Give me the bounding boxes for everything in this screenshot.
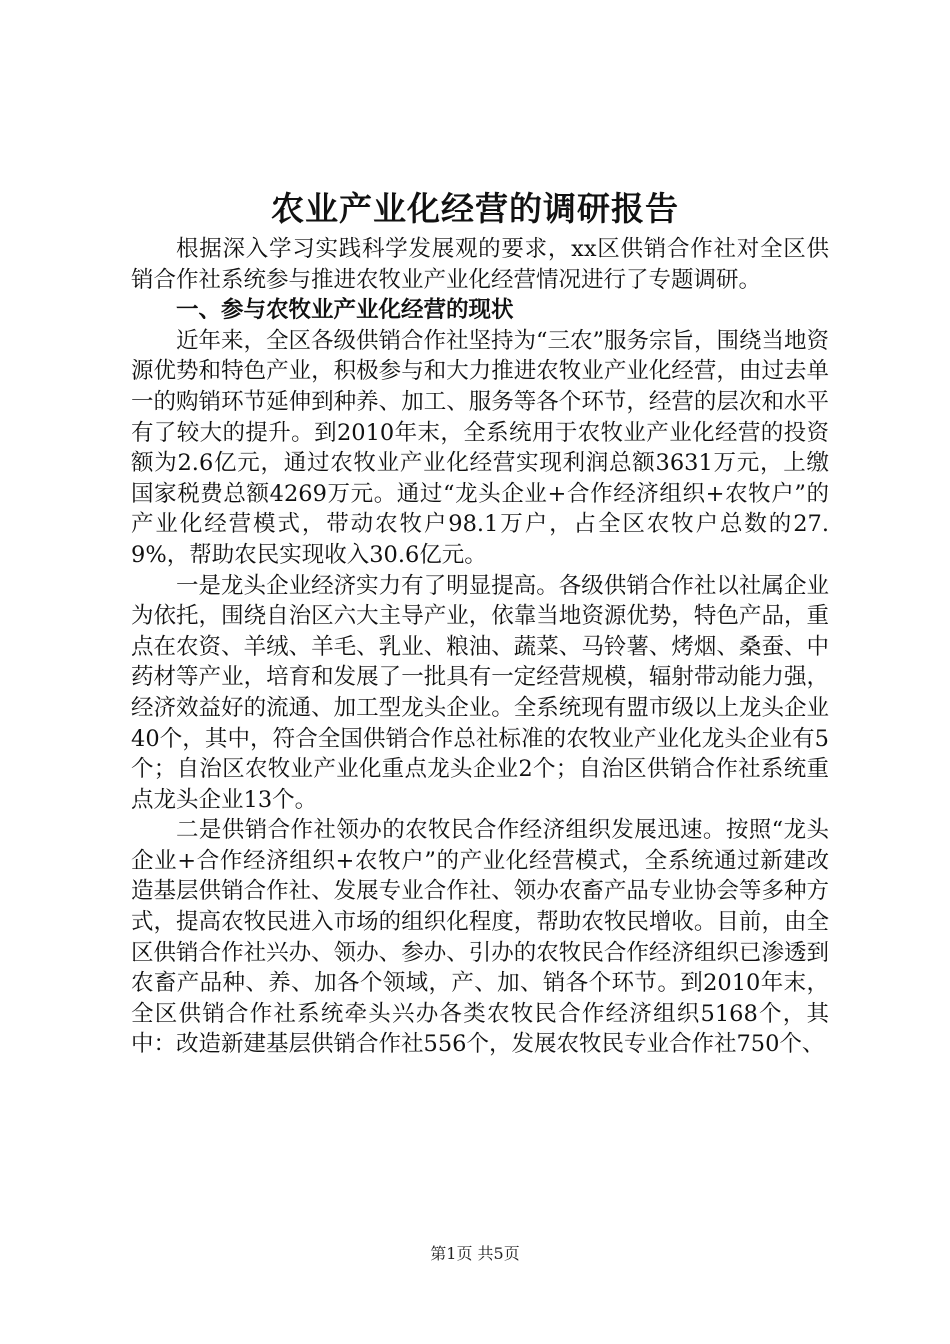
page-footer: 第1页 共5页: [430, 1244, 520, 1263]
document-body: [131, 234, 829, 1060]
intro-paragraph: 根据深入学习实践科学发展观的要求，xx区供销合作社对全区供销合作社系统参与推进农牧业产业化经营情况进行了专题调研。: [131, 236, 829, 293]
body-paragraph-2: 一是龙头企业经济实力有了明显提高。各级供销合作社以社属企业为依托，围绕自治区六大主导产业，依靠当地资源优势，特色产品，重点在农资、羊绒、羊毛、乳业、粮油、蔬菜、马铃薯、烤烟、桑蚕、中药材等产业，培育和发展了一批具有一定经营规模，辐射带动能力强，经济效益好的流通、加工型龙头企业。全系统现有盟市级以上龙头企业40个，其中，符合全国供销合作总社标准的农牧业产业化龙头企业有5个；自治区农牧业产业化重点龙头企业2个；自治区供销合作社系统重点龙头企业13个。: [131, 572, 829, 813]
document-title: 农业产业化经营的调研报告: [271, 189, 679, 228]
section-heading: 一、参与农牧业产业化经营的现状: [176, 297, 514, 324]
body-paragraph-1: 近年来，全区各级供销合作社坚持为“三农”服务宗旨，围绕当地资源优势和特色产业，积极参与和大力推进农牧业产业化经营，由过去单一的购销环节延伸到种养、加工、服务等各个环节，经营的层次和水平有了较大的提升。到2010年末，全系统用于农牧业产业化经营的投资额为2.6亿元，通过农牧业产业化经营实现利润总额3631万元，上缴国家税费总额4269万元。通过“龙头企业+合作经济组织+农牧户”的产业化经营模式，带动农牧户98.1万户，占全区农牧户总数的27.9%，帮助农民实现收入30.6亿元。: [131, 327, 830, 568]
body-paragraph-3: 二是供销合作社领办的农牧民合作经济组织发展迅速。按照“龙头企业+合作经济组织+农牧户”的产业化经营模式，全系统通过新建改造基层供销合作社、发展专业合作社、领办农畜产品专业协会等多种方式，提高农牧民进入市场的组织化程度，帮助农牧民增收。目前，由全区供销合作社兴办、领办、参办、引办的农牧民合作经济组织已渗透到农畜产品种、养、加各个领域，产、加、销各个环节。到2010年末，全区供销合作社系统牵头兴办各类农牧民合作经济组织5168个，其中：改造新建基层供销合作社556个，发展农牧民专业合作社750个、: [131, 817, 829, 1058]
